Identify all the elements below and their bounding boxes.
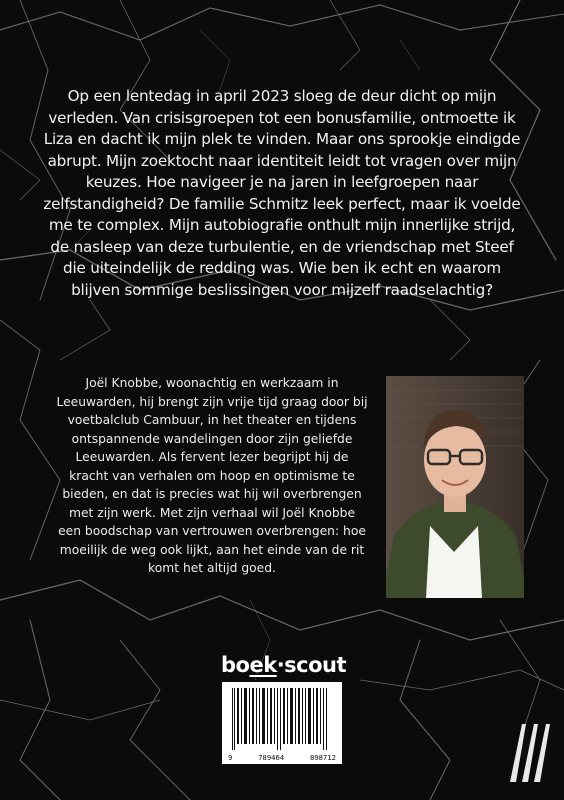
back-cover-blurb: Op een lentedag in april 2023 sloeg de deur dicht op mijn verleden. Van crisisgroepen tot een bonusfamilie, ontmoette ik Liza en dacht ik mijn plek te vinden. Maar ons sprookje eindigde abrupt. Mijn zoektocht naar identiteit leidt tot vragen over mijn keuzes. Hoe navigeer je na jaren in leefgroepen naar zelfstandigheid? De familie Schmitz leek perfect, maar ik voelde me te complex. Mijn autobiografie onthult mijn innerlijke strijd, de nasleep van deze turbulentie, en de vriendschap met Steef die uiteindelijk de redding was. Wie ben ik echt en waarom blijven sommige beslissingen voor mijzelf raadselachtig? — [43, 87, 521, 299]
isbn-number — [222, 753, 342, 762]
publisher-logo — [221, 653, 347, 677]
publisher-part-1: bo — [221, 653, 250, 677]
author-photo — [386, 376, 524, 598]
isbn-group-3: 898712 — [310, 753, 336, 762]
isbn-group-2: 789464 — [258, 753, 285, 762]
author-portrait-icon — [386, 376, 524, 598]
publisher-part-2: ek — [249, 653, 277, 677]
author-bio: Joël Knobbe, woonachtig en werkzaam in Leeuwarden, hij brengt zijn vrije tijd graag door bij voetbalclub Cambuur, in het theater en tijdens ontspannende wandelingen door zijn geliefde Leeuwarden. Als fervent lezer begrijpt hij de kracht van verhalen om hoop en optimisme te bieden, en dat is precies wat hij wil overbrengen met zijn werk. Met zijn verhaal wil Joël Knobbe een boodschap van vertrouwen overbrengen: hoe moeilijk de weg ook lijkt, aan het einde van de rit komt het altijd goed. — [56, 376, 368, 575]
publisher-emblem-icon — [506, 720, 550, 784]
publisher-part-3: ·scout — [276, 653, 347, 677]
barcode-bars — [222, 682, 342, 752]
isbn-group-1: 9 — [228, 753, 233, 762]
isbn-barcode — [222, 682, 342, 764]
